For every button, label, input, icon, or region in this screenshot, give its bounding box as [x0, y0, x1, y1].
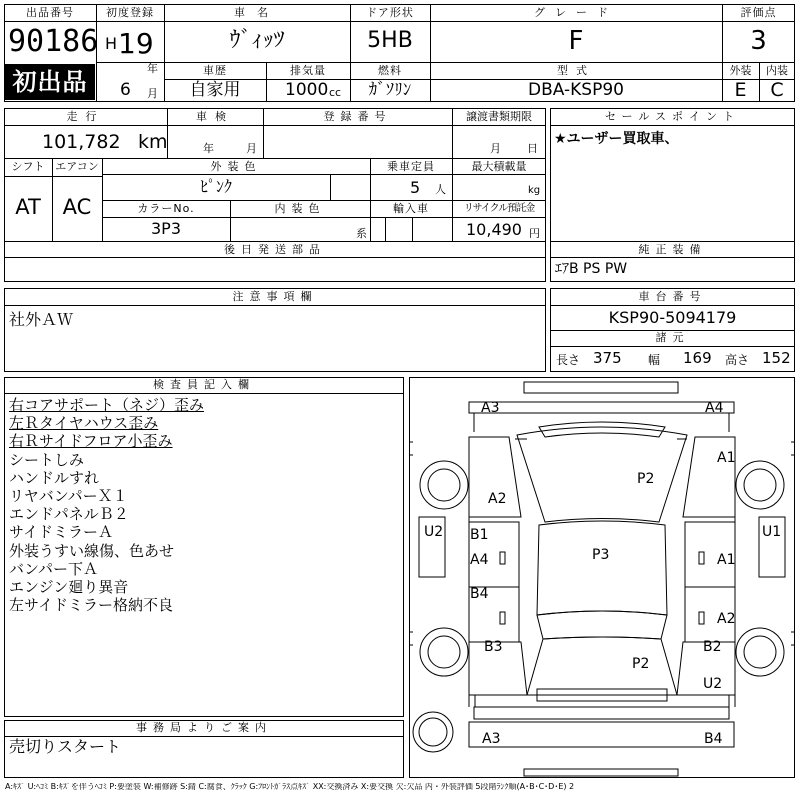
inspector-note-line: 外装うすい線傷、色あせ: [9, 541, 175, 560]
color-number: 3P3: [150, 219, 181, 238]
mark-left-front-fender: A2: [488, 491, 507, 507]
max-load-unit: kg: [528, 185, 541, 196]
mark-roof: P3: [592, 547, 610, 563]
mark-front-right-corner: A4: [705, 400, 724, 416]
color-label: 外装色: [210, 160, 262, 173]
mileage-label: 走行: [66, 110, 105, 123]
height: 152: [762, 349, 791, 367]
max-load-label: 最大積載量: [471, 160, 527, 173]
transfer-deadline-label: 譲渡書類期限: [466, 110, 532, 123]
year-unit: 年: [147, 62, 158, 75]
aircon: AC: [62, 195, 92, 219]
first-listing-badge: 初出品: [5, 64, 95, 100]
transfer-day-unit: 日: [527, 142, 538, 155]
lot-number-label: 出品番号: [26, 6, 74, 19]
interior-color-label: 内装色: [274, 202, 326, 215]
exterior-grade: E: [734, 79, 747, 101]
capacity-unit: 人: [435, 183, 446, 196]
inspector-note-line: エンドパネルＢ２: [9, 505, 129, 524]
sales-point-text: ★ユーザー買取車、: [554, 131, 679, 147]
era: H: [105, 34, 118, 53]
mark-rear-right: B4: [704, 731, 723, 747]
inspector-label: 検査員記入欄: [153, 378, 255, 391]
inspector-note-line: シートしみ: [9, 450, 85, 469]
mark-right-mirror: U1: [762, 524, 782, 540]
width-label: 幅: [648, 353, 661, 367]
inspector-note-line: 右Ｒサイドフロア小歪み: [9, 432, 173, 451]
sales-point-label: セールスポイント: [604, 110, 740, 123]
transfer-month-unit: 月: [490, 142, 501, 155]
reg-year: 19: [118, 27, 154, 60]
specs-label: 諸元: [655, 331, 690, 344]
fuel-label: 燃料: [378, 64, 402, 77]
mark-right-rear-door: A2: [717, 611, 736, 627]
door-type: 5HB: [367, 28, 413, 53]
history: 自家用: [189, 80, 241, 100]
length: 375: [593, 349, 622, 367]
month-unit: 月: [147, 87, 158, 100]
mark-left-mirror: U2: [424, 524, 444, 540]
inspection-year-unit: 年: [203, 142, 214, 155]
capacity-label: 乗車定員: [387, 160, 435, 173]
mark-front-left-corner: A3: [481, 400, 500, 416]
inspector-note-line: サイドミラーＡ: [9, 523, 113, 542]
interior-grade: C: [770, 79, 784, 101]
height-label: 高さ: [725, 353, 750, 367]
lot-number: 90186: [8, 24, 99, 59]
equipment-text: ｴｱB PS PW: [555, 261, 628, 277]
inspector-note-line: 左サイドミラー格納不良: [9, 596, 173, 615]
mark-left-rear-fender: B3: [484, 639, 503, 655]
equipment-label: 純正装備: [638, 243, 707, 256]
inspector-note-line: ハンドルすれ: [9, 468, 100, 487]
model-code: DBA-KSP90: [528, 80, 624, 100]
color-number-label: カラーNo.: [137, 202, 195, 215]
chassis-number: KSP90-5094179: [608, 308, 737, 327]
grade-label: グレード: [534, 6, 618, 19]
office-label: 事務局よりご案内: [136, 721, 272, 734]
door-label: ドア形状: [366, 6, 414, 19]
sales-point-box: [550, 108, 795, 242]
mark-left-front-door-1: B1: [470, 527, 489, 543]
later-parts-label: 後日発送部品: [224, 243, 326, 256]
recycle-unit: 円: [529, 227, 540, 240]
notes-text: 社外ＡＷ: [9, 310, 74, 329]
width: 169: [683, 349, 712, 367]
mark-trunk: P2: [632, 656, 650, 672]
inspector-note-line: 左Ｒタイヤハウス歪み: [9, 414, 159, 433]
grade: F: [568, 26, 584, 56]
mark-right-rear-lamp: U2: [703, 676, 723, 692]
score-label: 評価点: [740, 6, 777, 19]
legend: A:ｷｽﾞ U:ﾍｺﾐ B:ｷｽﾞを伴うﾍｺﾐ P:要塗装 W:補修跡 S:錆 C:腐食、ｸﾗｯｸ G:ﾌﾛﾝﾄｶﾞﾗｽ点ｷｽﾞ XX:交換済み X:要交換 欠:欠品 内・外装評価 5段階ﾗﾝｸ順(A･B･C･D･E) 2: [5, 783, 575, 791]
inspector-note-line: 右コアサポート（ネジ）歪み: [9, 396, 205, 414]
reg-month: 6: [120, 80, 131, 100]
inspection-month-unit: 月: [246, 142, 257, 155]
inspection-label: 車検: [196, 110, 234, 123]
capacity: 5: [410, 178, 421, 197]
aircon-label: エアコン: [55, 160, 99, 173]
shift: AT: [15, 195, 41, 219]
inspector-notes: [9, 396, 399, 614]
mark-right-front-door: A1: [717, 552, 736, 568]
office-text: 売切りスタート: [9, 737, 122, 756]
mark-rear-left: A3: [482, 731, 501, 747]
car-name: ｳﾞｨｯﾂ: [229, 28, 285, 53]
exterior-label: 外装: [729, 64, 752, 77]
history-label: 車歴: [203, 64, 227, 77]
mark-left-front-door-2: A4: [470, 552, 489, 568]
vehicle-details-table: [4, 108, 546, 242]
displacement: 1000: [285, 80, 329, 100]
score: 3: [750, 26, 767, 56]
shift-label: シフト: [11, 160, 45, 173]
mileage: 101,782: [42, 131, 121, 153]
car-name-label: 車名: [234, 6, 280, 19]
recycle-deposit: 10,490: [466, 220, 522, 239]
displacement-unit: cc: [329, 86, 342, 99]
inspector-note-line: リヤバンパーＸ１: [9, 487, 128, 506]
interior-label: 内装: [766, 64, 788, 77]
interior-color-unit: 系: [356, 227, 367, 240]
chassis-label: 車台番号: [638, 290, 707, 303]
mileage-unit: km: [138, 131, 168, 153]
displacement-label: 排気量: [290, 64, 326, 77]
mark-left-rear-door: B4: [470, 586, 489, 602]
notes-label: 注意事項欄: [232, 290, 318, 303]
mark-hood: P2: [637, 471, 655, 487]
body-color: ﾋﾟﾝｸ: [199, 177, 232, 196]
first-registration-label: 初度登録: [106, 6, 154, 19]
inspector-note-line: エンジン廻り異音: [9, 578, 129, 597]
recycle-deposit-label: リサイクル預託金: [463, 203, 535, 214]
registration-number-label: 登録番号: [323, 110, 392, 123]
inspector-note-line: バンパー下Ａ: [9, 559, 98, 578]
import-label: 輸入車: [393, 202, 429, 215]
mark-right-rear-fender: B2: [703, 639, 722, 655]
car-outline-diagram: [409, 377, 795, 778]
fuel: ｶﾞｿﾘﾝ: [368, 80, 412, 100]
length-label: 長さ: [556, 353, 581, 367]
model-label: 型式: [557, 64, 595, 77]
mark-right-front-fender: A1: [717, 450, 736, 466]
